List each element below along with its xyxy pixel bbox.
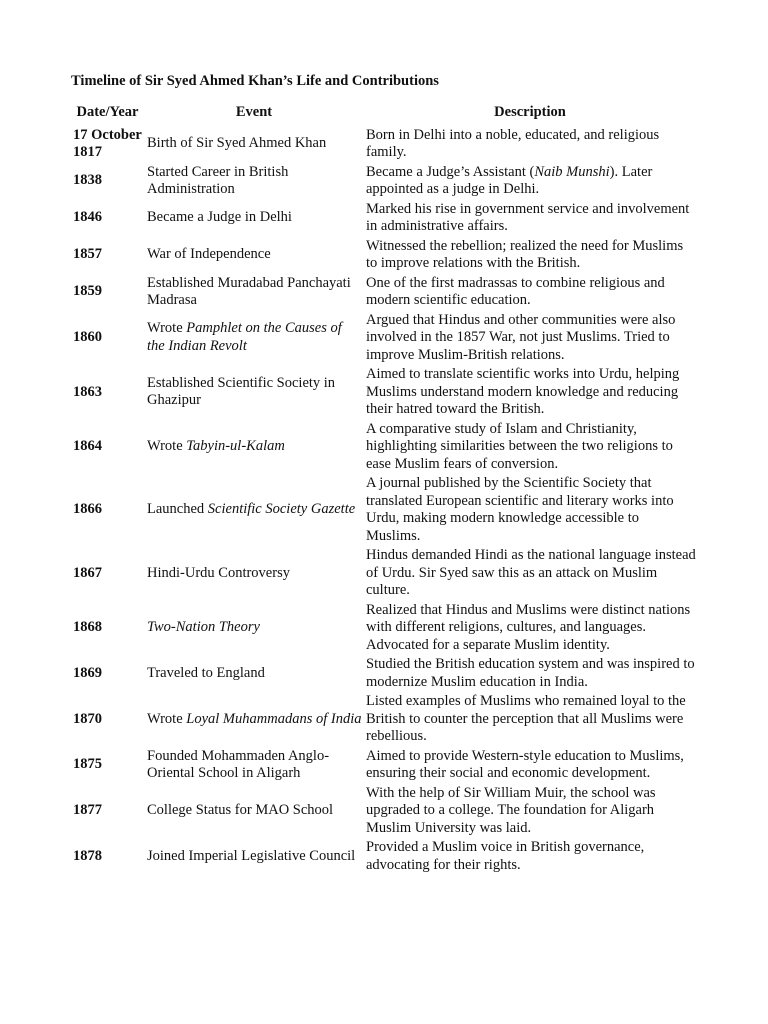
- description-text: Became a Judge’s Assistant (: [366, 163, 535, 180]
- header-event: Event: [235, 104, 273, 120]
- event-text: Started Career in British Administration: [147, 163, 289, 197]
- cell-event: [144, 747, 364, 784]
- table-row: [71, 311, 696, 366]
- cell-description: [364, 200, 696, 237]
- event-text: Birth of Sir Syed Ahmed Khan: [147, 135, 327, 152]
- event-title-italic: Two-Nation Theory: [147, 619, 260, 635]
- cell-event: [144, 474, 364, 546]
- header-date: Date/Year: [76, 104, 139, 120]
- cell-event: [144, 163, 364, 200]
- cell-date: 1863: [73, 383, 102, 400]
- event-title-italic: Scientific Society Gazette: [207, 501, 356, 518]
- cell-date: 1868: [73, 619, 102, 635]
- cell-date: 1869: [73, 664, 102, 681]
- event-text: Founded Mohammaden Anglo-Oriental School in Aligarh: [147, 747, 330, 781]
- description-text: Aimed to provide Western-style education to Muslims, ensuring their social and economic development.: [366, 747, 684, 781]
- cell-event: [144, 126, 364, 163]
- cell-event: [144, 200, 364, 237]
- event-text: College Status for MAO School: [147, 802, 334, 818]
- event-text: Traveled to England: [147, 664, 265, 681]
- description-text: With the help of Sir William Muir, the school was upgraded to a college. The foundation for Aligarh Muslim University was laid.: [366, 784, 656, 836]
- cell-date: 1875: [73, 756, 102, 773]
- cell-description: [364, 655, 696, 692]
- description-text: Realized that Hindus and Muslims were distinct nations with different religions, cultures, and languages. Advocated for a separate Muslim identity.: [366, 601, 691, 653]
- event-text: Wrote: [147, 438, 187, 454]
- table-row: [71, 163, 696, 200]
- description-text: Marked his rise in government service and involvement in administrative affairs.: [366, 200, 690, 234]
- cell-event: [144, 237, 364, 274]
- cell-description: [364, 126, 696, 163]
- cell-event: [144, 784, 364, 839]
- cell-date: 1867: [73, 564, 102, 581]
- timeline-body: [71, 126, 696, 876]
- table-row: [71, 200, 696, 237]
- description-term-italic: Naib Munshi: [534, 163, 610, 180]
- event-text: Joined Imperial Legislative Council: [147, 847, 356, 864]
- table-row: [71, 237, 696, 274]
- cell-description: [364, 747, 696, 784]
- cell-date: 1860: [73, 329, 102, 345]
- cell-date: 1838: [73, 172, 102, 189]
- cell-description: [364, 838, 696, 875]
- cell-event: [144, 420, 364, 475]
- event-text: Established Muradabad Panchayati Madrasa: [147, 274, 351, 308]
- cell-date: 1878: [73, 847, 102, 864]
- cell-description: [364, 163, 696, 200]
- description-text: Aimed to translate scientific works into Urdu, helping Muslims understand modern knowledge and reducing their hatred toward the British.: [366, 366, 680, 417]
- cell-description: [364, 274, 696, 311]
- description-text: Provided a Muslim voice in British governance, advocating for their rights.: [366, 839, 645, 873]
- cell-date: 1866: [73, 501, 102, 518]
- cell-description: [364, 237, 696, 274]
- event-text: War of Independence: [147, 246, 271, 263]
- description-text: A journal published by the Scientific Society that translated European scientific and literary works into Urdu, making modern knowledge accessible to Muslims.: [366, 475, 674, 544]
- event-text: Wrote: [147, 710, 187, 727]
- cell-event: [144, 311, 364, 366]
- table-row: [71, 692, 696, 747]
- cell-description: [364, 546, 696, 601]
- table-row: [71, 420, 696, 475]
- timeline-table: [71, 104, 696, 875]
- cell-description: [364, 311, 696, 366]
- cell-date: 1857: [73, 246, 102, 263]
- event-title-italic: Loyal Muhammadans of India: [186, 710, 362, 727]
- table-row: [71, 546, 696, 601]
- cell-event: [144, 365, 364, 420]
- description-text: Hindus demanded Hindi as the national language instead of Urdu. Sir Syed saw this as an attack on Muslim culture.: [366, 547, 696, 598]
- description-text: Listed examples of Muslims who remained loyal to the British to counter the perception that all Muslims were rebellious.: [366, 693, 686, 744]
- cell-description: [364, 420, 696, 475]
- table-row: [71, 126, 696, 163]
- table-row: [71, 601, 696, 656]
- table-header-row: [71, 104, 696, 126]
- event-title-italic: Pamphlet on the Causes of the Indian Revolt: [147, 320, 342, 354]
- event-text: Launched: [147, 501, 208, 518]
- event-text: Hindi-Urdu Controversy: [147, 564, 290, 581]
- table-row: [71, 747, 696, 784]
- description-text: Studied the British education system and was inspired to modernize Muslim education in India.: [366, 656, 695, 690]
- event-text: Established Scientific Society in Ghazipur: [147, 374, 336, 409]
- event-title-italic: Tabyin-ul-Kalam: [186, 438, 285, 454]
- table-row: [71, 365, 696, 420]
- cell-description: [364, 692, 696, 747]
- cell-event: [144, 692, 364, 747]
- event-text: Became a Judge in Delhi: [147, 209, 292, 226]
- cell-event: [144, 546, 364, 601]
- cell-description: [364, 601, 696, 656]
- cell-event: [144, 655, 364, 692]
- document-title: Timeline of Sir Syed Ahmed Khan’s Life and Contributions: [71, 73, 439, 89]
- cell-date: 1864: [73, 438, 102, 454]
- table-row: [71, 274, 696, 311]
- table-row: [71, 655, 696, 692]
- description-text: Witnessed the rebellion; realized the need for Muslims to improve relations with the British.: [366, 237, 684, 271]
- description-text: One of the first madrassas to combine religious and modern scientific education.: [366, 274, 665, 308]
- cell-description: [364, 784, 696, 839]
- cell-event: [144, 274, 364, 311]
- event-text: Wrote: [147, 320, 187, 337]
- cell-event: [144, 838, 364, 875]
- cell-date: 1877: [73, 802, 102, 818]
- description-text: A comparative study of Islam and Christianity, highlighting similarities between the two religions to ease Muslim fears of conversion.: [366, 420, 673, 472]
- cell-event: [144, 601, 364, 656]
- cell-date: 1846: [73, 209, 102, 226]
- table-row: [71, 784, 696, 839]
- cell-description: [364, 365, 696, 420]
- cell-description: [364, 474, 696, 546]
- table-row: [71, 838, 696, 875]
- cell-date: 17 October 1817: [73, 126, 142, 160]
- description-text-post: ). Later appointed as a judge in Delhi.: [366, 163, 653, 197]
- description-text: Born in Delhi into a noble, educated, and religious family.: [366, 126, 660, 160]
- header-description: Description: [494, 104, 566, 120]
- table-row: [71, 474, 696, 546]
- description-text: Argued that Hindus and other communities were also involved in the 1857 War, not just Muslims. Tried to improve Muslim-British relations.: [366, 311, 676, 363]
- cell-date: 1859: [73, 283, 102, 300]
- cell-date: 1870: [73, 710, 102, 727]
